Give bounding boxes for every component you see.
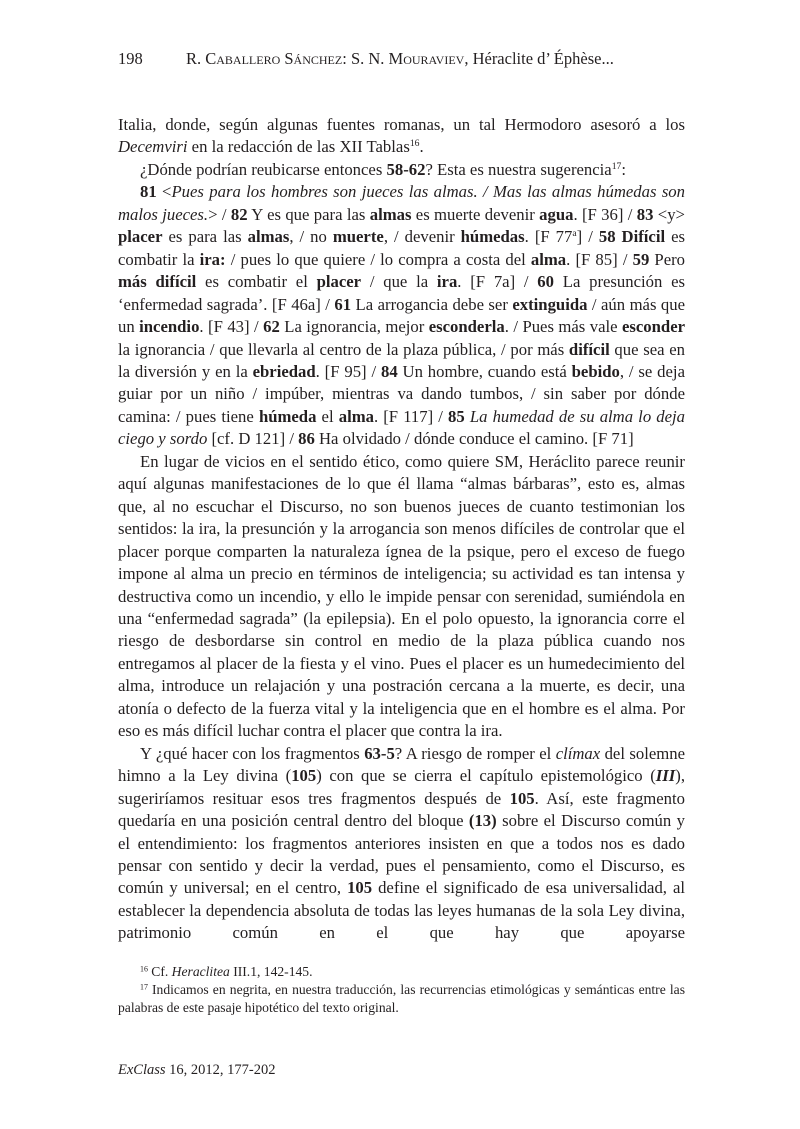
text-run: La ignorancia, mejor — [279, 317, 429, 337]
text-run: / pues lo que quiere / lo compra a costa del — [225, 249, 531, 269]
italic-text: Heraclitea — [171, 964, 230, 979]
text-run: , / se deja guiar por un niño / impúber, mientras va dando tumbos, / sin saber por dónde camina: / pues tiene — [118, 361, 685, 426]
text-run: : — [621, 159, 627, 179]
text-run: > / — [208, 204, 231, 224]
paragraph — [118, 451, 685, 743]
bold-text: 82 — [230, 204, 248, 224]
bold-text: 86 — [298, 429, 315, 449]
italic-text: Pues para los hombres son jueces las almas. / Mas las almas húmedas son malos jueces. — [118, 182, 685, 224]
italic-text: Decemviri — [118, 137, 188, 157]
bold-text: esconderla — [428, 317, 505, 337]
bold-text: alma — [338, 406, 374, 426]
paragraph — [118, 743, 685, 945]
text-run: III.1, 142-145. — [229, 964, 313, 979]
bold-text: 85 — [448, 406, 465, 426]
text-run: define el significado de esa universalidad, al establecer la dependencia absoluta de todas las leyes humanas de la sola Ley divina, patrimonio común en el que hay que apoyarse — [118, 878, 685, 943]
text-run: La presunción es ‘enfermedad sagrada’. [F 46a] / — [118, 272, 685, 314]
text-run: Pero — [649, 249, 686, 269]
bold-text: 105 — [509, 788, 535, 808]
text-run: es muerte devenir — [411, 204, 540, 224]
bold-text: ira: — [199, 249, 226, 269]
bold-text: extinguida — [512, 294, 588, 314]
bold-text: muerte — [332, 227, 384, 247]
text-run: <y> — [653, 204, 685, 224]
bold-text: 62 — [263, 317, 280, 337]
text-run: [cf. D 121] / — [207, 429, 299, 449]
bold-text: 63-5 — [364, 743, 395, 763]
text-run: ), sugeriríamos resituar esos tres fragmentos después de — [118, 766, 685, 808]
text-run: . [F 85] / — [566, 249, 633, 269]
bold-text: 84 — [380, 361, 398, 381]
bold-text: 59 — [632, 249, 650, 269]
bold-text: almas — [369, 204, 412, 224]
text-run: , / devenir — [383, 227, 461, 247]
text-run: Indicamos en negrita, en nuestra traducción, las recurrencias etimológicas y semánticas entre las palabras de este pasaje hipotético del texto original. — [118, 982, 685, 1015]
text-run: . / Pues más vale — [504, 317, 622, 337]
footnotes — [118, 963, 685, 1017]
text-run: es combatir el — [196, 272, 317, 292]
text-run: que sea en la diversión y en la — [118, 339, 685, 381]
bold-text: 105 — [291, 766, 317, 786]
text-run: es combatir la — [118, 227, 686, 269]
bold-text: almas — [247, 227, 290, 247]
footnote-ref: a — [572, 228, 577, 240]
text-run: . [F 43] / — [199, 317, 264, 337]
bold-text: placer — [316, 272, 362, 292]
text-run: . [F 95] / — [315, 361, 381, 381]
text-run: el — [316, 406, 339, 426]
running-header — [118, 49, 614, 69]
bold-text: incendio — [139, 317, 200, 337]
paragraph — [118, 114, 685, 159]
paragraph — [118, 181, 685, 450]
paragraph — [118, 159, 685, 181]
footnote-ref: 17 — [140, 982, 148, 992]
bold-text: 83 — [636, 204, 654, 224]
text-run: . [F 77 — [524, 227, 573, 247]
bold-text: 61 — [334, 294, 352, 314]
text-run: Ha olvidado / dónde conduce el camino. [F 71] — [314, 429, 634, 449]
bold-text: alma — [530, 249, 567, 269]
bold-text: esconder — [621, 317, 686, 337]
bold-text: 58 Difícil — [598, 227, 666, 247]
text-run: sobre el Discurso común y el entendimiento: los fragmentos anteriores insisten en que a todos nos es dado pensar con sentido y decir la verdad, pues el pensamiento, como el Discurso, es común y universal; en el centro, — [118, 811, 685, 898]
header-reviewed-title: Héraclite d’ Éphèse... — [472, 49, 614, 68]
bold-text: difícil — [568, 339, 610, 359]
text-run: / que la — [361, 272, 437, 292]
text-run: En lugar de vicios en el sentido ético, como quiere SM, Heráclito parece reunir aquí algunas manifestaciones de lo que él llama “almas bárbaras”, esto es, almas que, al no escuchar el Discurso, no son buenos jueces de cuanto testimonian los sentidos: la ira, la presunción y la arrogancia son menos difíciles de controlar que el placer porque comparten la naturaleza ígnea de la psique, pero el exceso de fuego impone al alma un precio en términos de inteligencia; su actividad es tan intensa y destructiva como un incendio, y ello le impide pensar con serenidad, sumiéndola en una “enfermedad sagrada” (la epilepsia). En el polo opuesto, la ignorancia corre el riesgo de desbordarse sin control en medio de la plaza pública cuando nos entregamos al placer de la fiesta y el vino. Pues el placer es un humedecimiento del alma, introduce un relajación y una postración cercana a la muerte, es decir, una atonía o defecto de la fuerza vital y la inteligencia que en el hombre es el alma. Por eso es más difícil luchar contra el placer que contra la ira. — [118, 451, 685, 741]
text-run: Italia, donde, según algunas fuentes romanas, un tal Hermodoro asesoró a los — [118, 115, 685, 134]
text-run: / aún más que un — [118, 294, 685, 337]
footnote-ref: 16 — [409, 138, 420, 150]
text-run: . [F 7a] / — [457, 272, 538, 292]
bold-text: ira — [436, 272, 458, 292]
text-run: . Así, este fragmento quedaría en una posición central dentro del bloque — [118, 788, 685, 831]
header-reviewed-author: S. N. Mouraviev, — [350, 49, 469, 68]
page-number: 198 — [118, 49, 143, 68]
footnote — [118, 963, 685, 981]
text-run: ] / — [576, 227, 599, 247]
text-run: . [F 117] / — [373, 406, 449, 426]
text-run: . [F 36] / — [573, 204, 637, 224]
text-run: < — [156, 182, 172, 202]
text-run: La arrogancia debe ser — [351, 294, 513, 314]
bold-text: 60 — [537, 272, 554, 292]
text-run: en la redacción de las XII Tablas — [187, 137, 410, 157]
bold-text: húmedas — [460, 227, 525, 247]
italic-text: clímax — [555, 743, 601, 763]
text-run: ? Esta es nuestra sugerencia — [425, 159, 612, 179]
bold-text: ebriedad — [252, 361, 316, 381]
bold-text: bebido — [571, 361, 620, 381]
footer-citation: 16, 2012, 177-202 — [165, 1062, 276, 1078]
bold-text: más difícil — [118, 272, 197, 292]
text-run: del solemne himno a la Ley divina ( — [118, 743, 686, 786]
footnote-ref: 16 — [140, 964, 148, 974]
footer-journal: ExClass — [118, 1062, 166, 1078]
text-run: Cf. — [147, 964, 172, 979]
footnote-ref: 17 — [611, 161, 622, 173]
body-text — [118, 114, 685, 945]
bold-text: 105 — [347, 878, 373, 898]
text-run: Un hombre, cuando está — [397, 361, 572, 381]
text-run: Y es que para las — [247, 204, 370, 224]
bold-text: húmeda — [258, 406, 317, 426]
bold-text: III — [655, 766, 676, 786]
text-run: ? A riesgo de romper el — [394, 743, 556, 763]
header-author: R. Caballero Sánchez: — [186, 49, 347, 68]
text-run: la ignorancia / que llevarla al centro de la plaza pública, / por más — [118, 339, 569, 359]
text-run: ¿Dónde podrían reubicarse entonces — [140, 159, 387, 179]
text-run: es para las — [162, 227, 248, 247]
text-run: ) con que se cierra el capítulo epistemológico ( — [316, 766, 656, 786]
bold-text: (13) — [468, 811, 497, 831]
bold-text: 81 — [140, 182, 157, 202]
text-run: Y ¿qué hacer con los fragmentos — [140, 743, 365, 763]
text-run: , / no — [289, 227, 333, 247]
bold-text: agua — [539, 204, 574, 224]
footnote — [118, 981, 685, 1017]
bold-text: 58-62 — [386, 159, 426, 179]
text-run: . — [419, 137, 424, 157]
page-footer — [118, 1062, 276, 1079]
italic-text: La humedad de su alma lo deja ciego y sordo — [118, 406, 686, 449]
bold-text: placer — [118, 227, 163, 247]
